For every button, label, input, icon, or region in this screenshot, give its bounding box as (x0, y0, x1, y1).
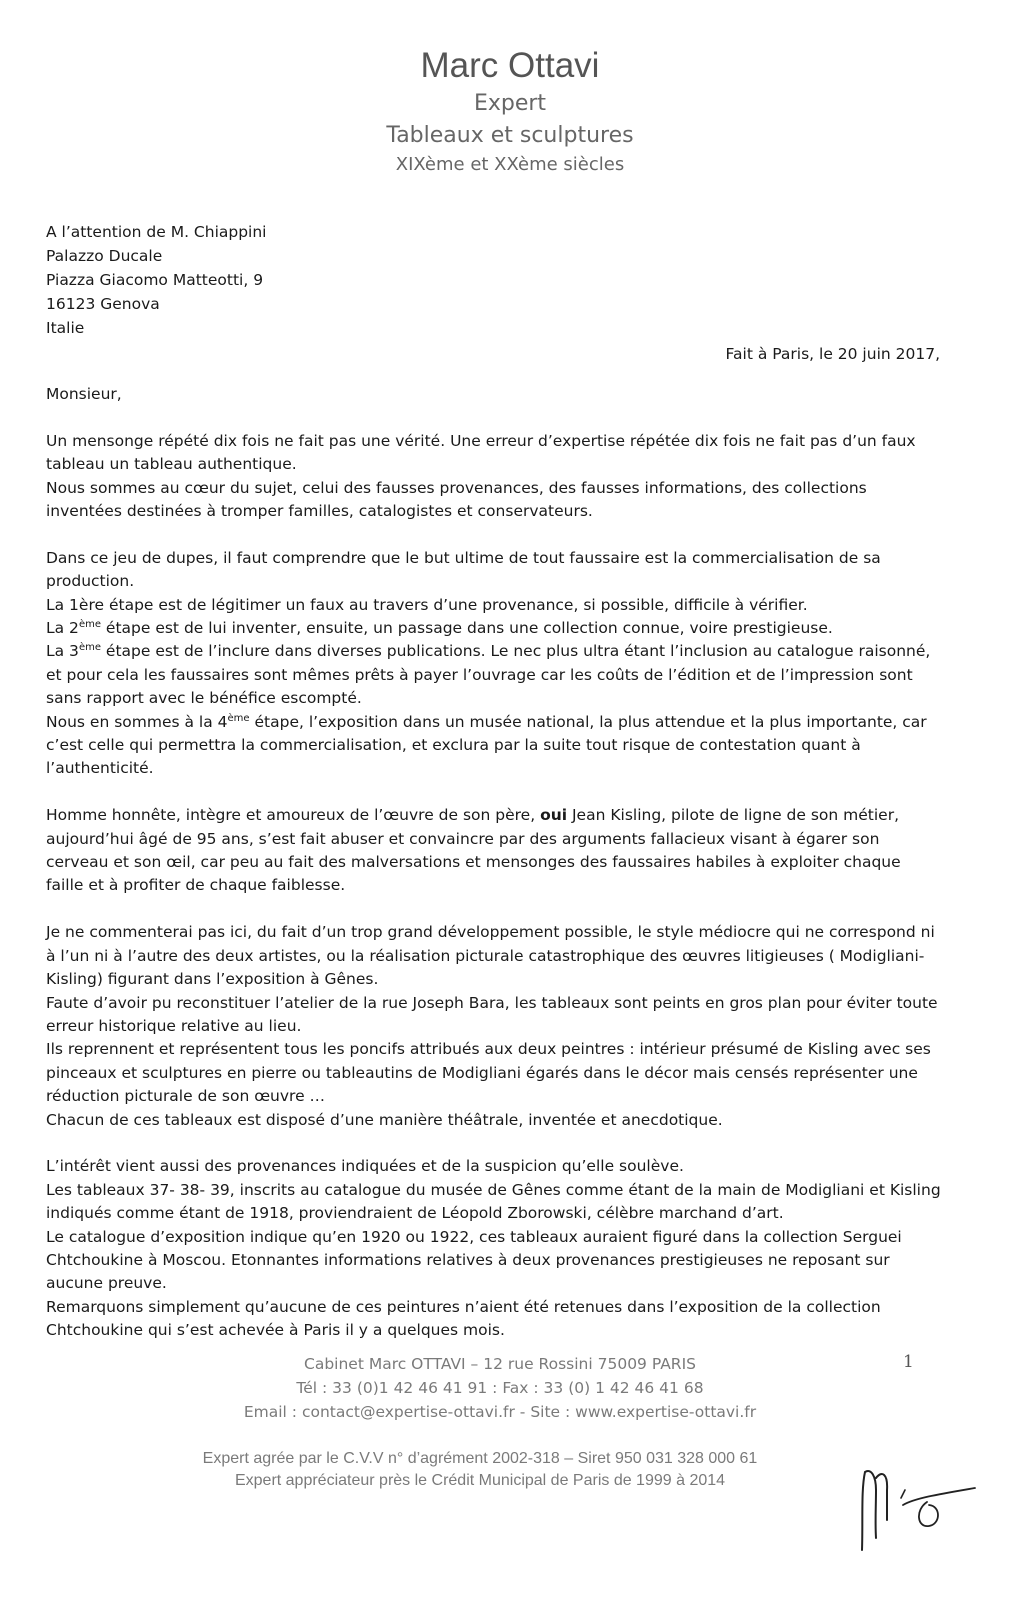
recipient-address (46, 220, 267, 340)
paragraph (46, 711, 941, 781)
paragraph (46, 617, 941, 640)
paragraph: Faute d’avoir pu reconstituer l’atelier de la rue Joseph Bara, les tableaux sont peints en gros plan pour éviter toute erreur historique relative au lieu. (46, 993, 938, 1035)
text-run: Jean Kisling, pilote de ligne de son métier, aujourd’hui âgé de 95 ans, s’est fait abuser et convaincre par des arguments fallacieux visant à égarer son cerveau et son œil, car peu au fait des malversations et mensonges des faussaires habiles à exploiter chaque faille et à profiter de chaque faiblesse. (46, 806, 901, 895)
recipient-line: A l’attention de M. Chiappini (46, 223, 267, 241)
letter-body (46, 383, 941, 1343)
text-run: La 2 (46, 619, 79, 638)
text-run: La 3 (46, 642, 79, 661)
paragraph: Chacun de ces tableaux est disposé d’une manière théâtrale, inventée et anecdotique. (46, 1110, 723, 1129)
footer-appraiser: Expert appréciateur près le Crédit Municipal de Paris de 1999 à 2014 (234, 1472, 726, 1489)
footer-email-site: Email : contact@expertise-ottavi.fr - Site : www.expertise-ottavi.fr (243, 1403, 757, 1421)
text-run: étape, l’exposition dans un musée national, la plus attendue et la plus importante, car c’est celle qui permettra la commercialisation, et exclura par la suite tout risque de contestation quant à l’authenticité. (46, 712, 927, 778)
paragraph (46, 804, 941, 898)
letterhead (0, 44, 1020, 178)
text-run: Nous en sommes à la 4 (46, 712, 228, 731)
letterhead-name: Marc Ottavi (420, 46, 600, 85)
paragraph: Un mensonge répété dix fois ne fait pas une vérité. Une erreur d’expertise répétée dix fois ne fait pas d’un faux tableau un tableau authentique. (46, 431, 916, 474)
page-number: 1 (903, 1352, 914, 1372)
paragraph: Dans ce jeu de dupes, il faut comprendre que le but ultime de tout faussaire est la commercialisation de sa production. (46, 548, 881, 591)
recipient-line: 16123 Genova (46, 295, 160, 313)
handwritten-signature (845, 1450, 980, 1560)
letterhead-period: XIXème et XXème siècles (395, 154, 625, 175)
text-run: étape est de lui inventer, ensuite, un passage dans une collection connue, voire prestigieuse. (100, 619, 833, 638)
recipient-line: Palazzo Ducale (46, 247, 163, 265)
superscript: ème (78, 618, 101, 630)
recipient-line: Italie (46, 319, 85, 337)
letterhead-specialty: Tableaux et sculptures (386, 123, 634, 148)
text-run: Homme honnête, intègre et amoureux de l’œuvre de son père, (46, 806, 541, 825)
superscript: ème (78, 642, 101, 654)
paragraph: Je ne commenterai pas ici, du fait d’un trop grand développement possible, le style médiocre qui ne correspond ni à l’un ni à l’autre des deux artistes, ou la réalisation picturale catastrophique des œuvres litigieuses ( Modigliani-Kisling) figurant dans l’exposition à Gênes. (46, 923, 935, 989)
footer-contact (0, 1352, 1000, 1424)
footer-credentials (0, 1448, 960, 1492)
paragraph: Nous sommes au cœur du sujet, celui des fausses provenances, des fausses informations, des collections inventées destinées à tromper familles, catalogistes et conservateurs. (46, 478, 867, 521)
footer-address: Cabinet Marc OTTAVI – 12 rue Rossini 75009 PARIS (304, 1355, 696, 1373)
recipient-line: Piazza Giacomo Matteotti, 9 (46, 271, 264, 289)
salutation: Monsieur, (46, 385, 122, 403)
superscript: ème (227, 712, 250, 724)
date-line: Fait à Paris, le 20 juin 2017, (725, 345, 940, 363)
paragraph: Le catalogue d’exposition indique qu’en 1920 ou 1922, ces tableaux auraient figuré dans la collection Serguei Chtchoukine à Moscou. Etonnantes informations relatives à deux provenances prestigieuses ne reposant sur aucune preuve. (46, 1227, 902, 1293)
paragraph (46, 640, 941, 710)
letterhead-title: Expert (473, 91, 547, 116)
paragraph: Les tableaux 37- 38- 39, inscrits au catalogue du musée de Gênes comme étant de la main de Modigliani et Kisling indiqués comme étant de 1918, proviendraient de Léopold Zborowski, célèbre marchand d’art. (46, 1180, 941, 1223)
paragraph: La 1ère étape est de légitimer un faux au travers d’une provenance, si possible, difficile à vérifier. (46, 595, 808, 614)
bold-word: oui (540, 806, 568, 825)
footer-phone: Tél : 33 (0)1 42 46 41 91 : Fax : 33 (0) 1 42 46 41 68 (296, 1379, 704, 1397)
text-run: étape est de l’inclure dans diverses publications. Le nec plus ultra étant l’inclusion au catalogue raisonné, et pour cela les faussaires sont mêmes prêts à payer l’ouvrage car les coûts de l’édition et de l’impression sont sans rapport avec le bénéfice escompté. (46, 642, 931, 708)
paragraph: Remarquons simplement qu’aucune de ces peintures n’aient été retenues dans l’exposition de la collection Chtchoukine qui s’est achevée à Paris il y a quelques mois. (46, 1297, 881, 1340)
paragraph: L’intérêt vient aussi des provenances indiquées et de la suspicion qu’elle soulève. (46, 1157, 684, 1176)
footer-accreditation: Expert agrée par le C.V.V n° d’agrément 2002-318 – Siret 950 031 328 000 61 (202, 1450, 758, 1467)
paragraph: Ils reprennent et représentent tous les poncifs attribués aux deux peintres : intérieur présumé de Kisling avec ses pinceaux et sculptures en pierre ou tableautins de Modigliani égarés dans le décor mais censés représenter une réduction picturale de son œuvre … (46, 1040, 931, 1106)
